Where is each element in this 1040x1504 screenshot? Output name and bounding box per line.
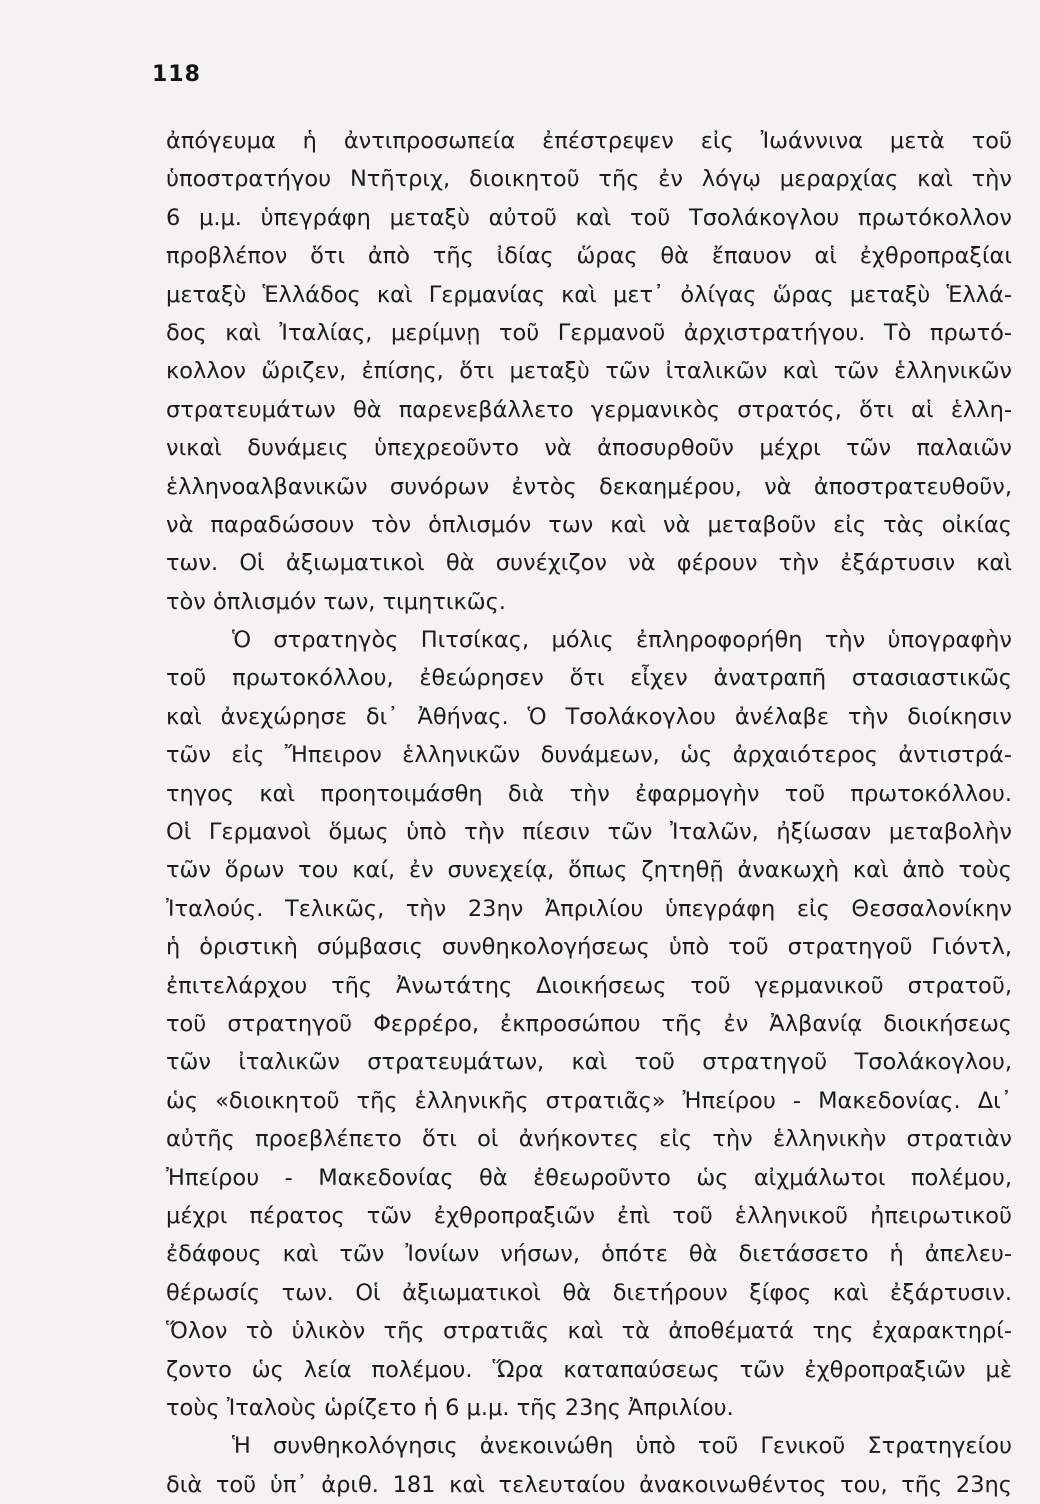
text-line: μεταξὺ Ἑλλάδος καὶ Γερμανίας καὶ μετ᾽ ὀλίγας ὥρας μεταξὺ Ἑλλά- (166, 281, 1012, 308)
paragraph-end-line: τοὺς Ἰταλοὺς ὡρίζετο ἡ 6 μ.μ. τῆς 23ης Ἀπριλίου. (166, 1394, 734, 1421)
text-line: τῶν εἰς Ἤπειρον ἑλληνικῶν δυνάμεων, ὡς ἀρχαιότερος ἀντιστρά- (166, 742, 1012, 769)
text-line: μέχρι πέρατος τῶν ἐχθροπραξιῶν ἐπὶ τοῦ ἑλληνικοῦ ἠπειρωτικοῦ (166, 1202, 1012, 1229)
text-line: αὐτῆς προεβλέπετο ὅτι οἱ ἀνήκοντες εἰς τὴν ἑλληνικὴν στρατιὰν (166, 1126, 1012, 1153)
text-line: νὰ παραδώσουν τὸν ὁπλισμόν των καὶ νὰ μεταβοῦν εἰς τὰς οἰκίας (166, 511, 1012, 538)
body-text (166, 122, 1012, 1504)
text-line: τῶν ἰταλικῶν στρατευμάτων, καὶ τοῦ στρατηγοῦ Τσολάκογλου, (166, 1049, 1012, 1076)
text-line: ζοντο ὡς λεία πολέμου. Ὥρα καταπαύσεως τῶν ἐχθροπραξιῶν μὲ (166, 1356, 1012, 1383)
paragraph-end-line: τὸν ὁπλισμόν των, τιμητικῶς. (166, 588, 506, 615)
text-line: τῶν ὅρων του καί, ἐν συνεχείᾳ, ὅπως ζητηθῇ ἀνακωχὴ καὶ ἀπὸ τοὺς (166, 857, 1012, 884)
text-line: τοῦ πρωτοκόλλου, ἐθεώρησεν ὅτι εἶχεν ἀνατραπῆ στασιαστικῶς (166, 665, 1012, 692)
text-line: καὶ ἀνεχώρησε δι᾽ Ἀθήνας. Ὁ Τσολάκογλου ἀνέλαβε τὴν διοίκησιν (166, 703, 1012, 730)
text-line: ἐδάφους καὶ τῶν Ἰονίων νήσων, ὁπότε θὰ διετάσσετο ἡ ἀπελευ- (166, 1241, 1012, 1268)
text-line: κολλον ὥριζεν, ἐπίσης, ὅτι μεταξὺ τῶν ἰταλικῶν καὶ τῶν ἑλληνικῶν (166, 358, 1012, 385)
text-line: ἑλληνοαλβανικῶν συνόρων ἐντὸς δεκαημέρου, νὰ ἀποστρατευθοῦν, (166, 473, 1012, 500)
page-number: 118 (152, 62, 201, 87)
text-line: Ἰταλούς. Τελικῶς, τὴν 23ην Ἀπριλίου ὑπεγράφη εἰς Θεσσαλονίκην (166, 895, 1012, 922)
text-line: ὡς «διοικητοῦ τῆς ἑλληνικῆς στρατιᾶς» Ἠπείρου - Μακεδονίας. Δι᾽ (166, 1087, 1012, 1114)
text-line: θέρωσίς των. Οἱ ἀξιωματικοὶ θὰ διετήρουν ξίφος καὶ ἐξάρτυσιν. (166, 1279, 1012, 1306)
text-line: Οἱ Γερμανοὶ ὅμως ὑπὸ τὴν πίεσιν τῶν Ἰταλῶν, ἠξίωσαν μεταβολὴν (166, 819, 1012, 846)
text-line: ἐπιτελάρχου τῆς Ἀνωτάτης Διοικήσεως τοῦ γερμανικοῦ στρατοῦ, (166, 972, 1012, 999)
text-line: ἀπόγευμα ἡ ἀντιπροσωπεία ἐπέστρεψεν εἰς Ἰωάννινα μετὰ τοῦ (166, 128, 1012, 154)
text-line: προβλέπον ὅτι ἀπὸ τῆς ἰδίας ὥρας θὰ ἔπαυον αἱ ἐχθροπραξίαι (166, 243, 1012, 270)
paragraph-start-line: Ὁ στρατηγὸς Πιτσίκας, μόλις ἐπληροφορήθη τὴν ὑπογραφὴν (232, 627, 1012, 654)
text-line: δος καὶ Ἰταλίας, μερίμνῃ τοῦ Γερμανοῦ ἀρχιστρατήγου. Τὸ πρωτό- (166, 319, 1012, 346)
text-line: των. Οἱ ἀξιωματικοὶ θὰ συνέχιζον νὰ φέρουν τὴν ἐξάρτυσιν καὶ (166, 550, 1012, 577)
paragraph-start-line: Ἡ συνθηκολόγησις ἀνεκοινώθη ὑπὸ τοῦ Γενικοῦ Στρατηγείου (232, 1433, 1012, 1460)
text-line: νικαὶ δυνάμεις ὑπεχρεοῦντο νὰ ἀποσυρθοῦν μέχρι τῶν παλαιῶν (166, 435, 1012, 462)
text-line: τηγος καὶ προητοιμάσθη διὰ τὴν ἐφαρμογὴν τοῦ πρωτοκόλλου. (166, 780, 1012, 807)
text-line: στρατευμάτων θὰ παρενεβάλλετο γερμανικὸς στρατός, ὅτι αἱ ἑλλη- (166, 396, 1012, 423)
text-line: ἡ ὁριστικὴ σύμβασις συνθηκολογήσεως ὑπὸ τοῦ στρατηγοῦ Γιόντλ, (166, 934, 1012, 961)
text-line: ὑποστρατήγου Ντῆτριχ, διοικητοῦ τῆς ἐν λόγῳ μεραρχίας καὶ τὴν (166, 166, 1012, 193)
text-line: τοῦ στρατηγοῦ Φερρέρο, ἐκπροσώπου τῆς ἐν Ἀλβανίᾳ διοικήσεως (166, 1010, 1012, 1037)
text-line: 6 μ.μ. ὑπεγράφη μεταξὺ αὐτοῦ καὶ τοῦ Τσολάκογλου πρωτόκολλον (166, 204, 1012, 231)
text-line: διὰ τοῦ ὑπ᾽ ἀριθ. 181 καὶ τελευταίου ἀνακοινωθέντος του, τῆς 23ης (166, 1471, 1012, 1498)
text-line: Ὅλον τὸ ὑλικὸν τῆς στρατιᾶς καὶ τὰ ἀποθέματά της ἐχαρακτηρί- (166, 1318, 1012, 1345)
text-line: Ἠπείρου - Μακεδονίας θὰ ἐθεωροῦντο ὡς αἰχμάλωτοι πολέμου, (166, 1164, 1012, 1191)
